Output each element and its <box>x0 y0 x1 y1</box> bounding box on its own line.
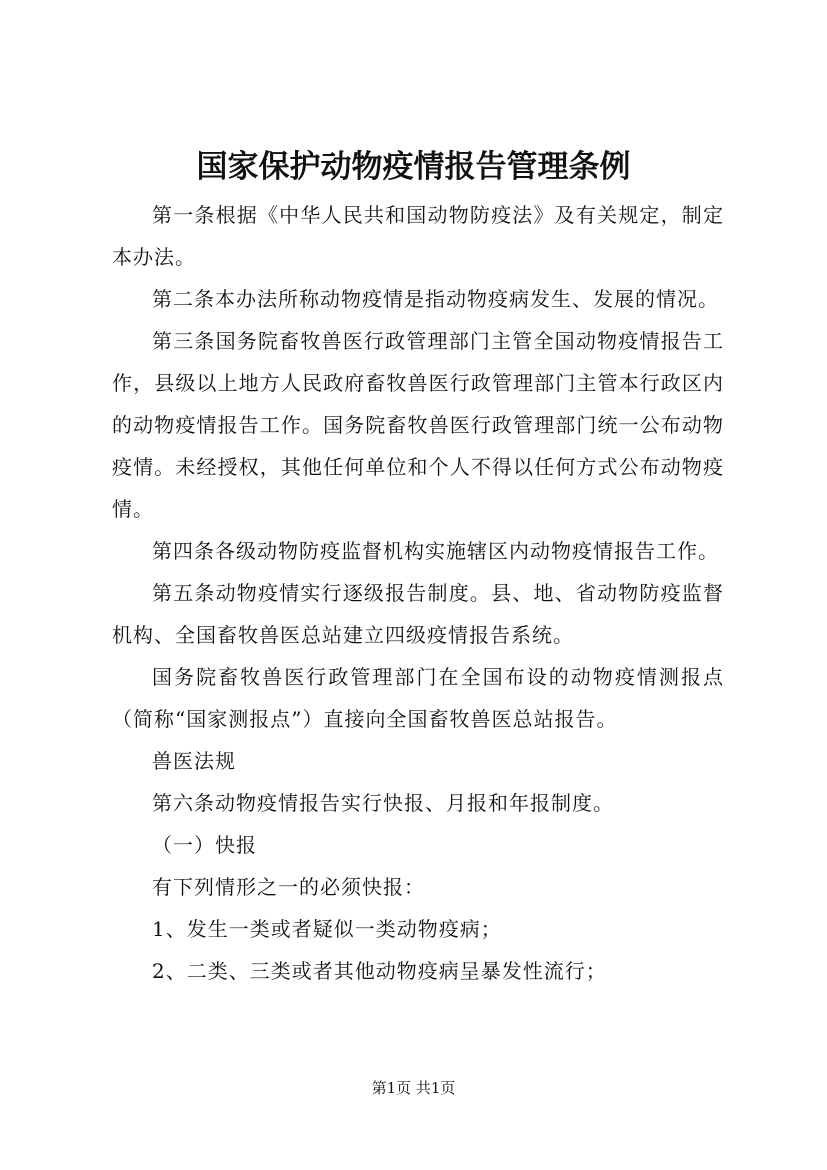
paragraph-express-report-conditions: 有下列情形之一的必须快报： <box>152 875 425 899</box>
paragraph-article-3: 第三条国务院畜牧兽医行政管理部门主管全国动物疫情报告工作，县级以上地方人民政府畜牧兽医行政管理部门主管本行政区内的动物疫情报告工作。国务院畜牧兽医行政管理部门统一公布动物疫情。未经授权，其他任何单位和个人不得以任何方式公布动物疫情。 <box>112 329 724 521</box>
paragraph-veterinary-regulations: 兽医法规 <box>152 749 236 773</box>
paragraph-condition-2: 2、二类、三类或者其他动物疫病呈暴发性流行； <box>152 959 607 983</box>
document-body <box>112 194 724 992</box>
paragraph-article-6: 第六条动物疫情报告实行快报、月报和年报制度。 <box>152 791 614 815</box>
page-footer: 第1页 共1页 <box>371 1079 456 1097</box>
paragraph-article-4: 第四条各级动物防疫监督机构实施辖区内动物疫情报告工作。 <box>152 539 719 563</box>
paragraph-national-reporting-points: 国务院畜牧兽医行政管理部门在全国布设的动物疫情测报点（简称“国家测报点”）直接向全国畜牧兽医总站报告。 <box>112 665 724 731</box>
paragraph-express-report-heading: （一）快报 <box>152 833 257 857</box>
paragraph-condition-1: 1、发生一类或者疑似一类动物疫病； <box>152 917 502 941</box>
paragraph-article-1: 第一条根据《中华人民共和国动物防疫法》及有关规定，制定本办法。 <box>112 203 724 269</box>
paragraph-article-5: 第五条动物疫情实行逐级报告制度。县、地、省动物防疫监督机构、全国畜牧兽医总站建立四级疫情报告系统。 <box>112 581 724 647</box>
paragraph-article-2: 第二条本办法所称动物疫情是指动物疫病发生、发展的情况。 <box>152 287 719 311</box>
document-title: 国家保护动物疫情报告管理条例 <box>196 149 631 185</box>
